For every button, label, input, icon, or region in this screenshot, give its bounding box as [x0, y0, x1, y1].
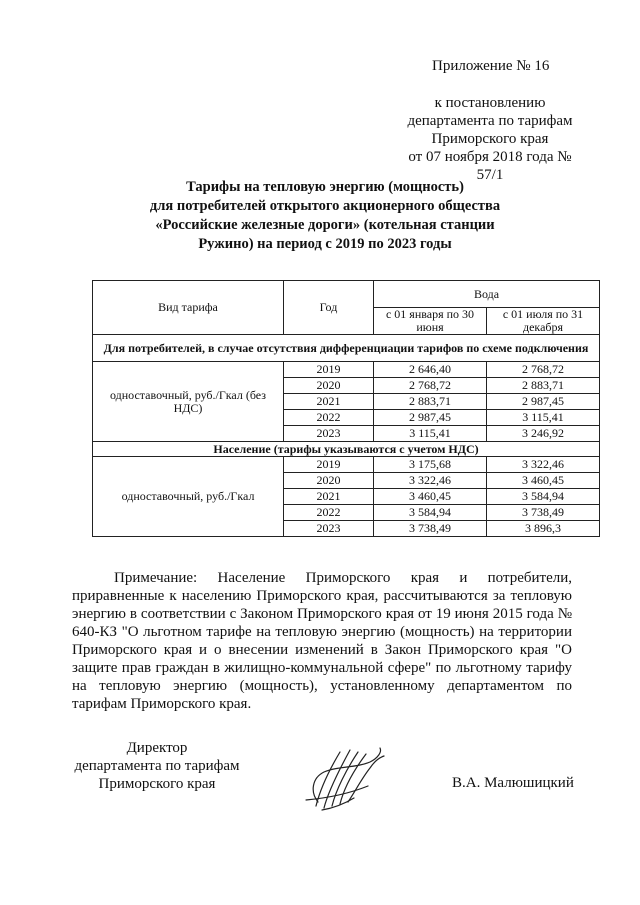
value-h1: 3 584,94 — [374, 505, 487, 521]
value-h2: 2 768,72 — [487, 362, 600, 378]
tariff-table — [92, 280, 600, 537]
header-water: Вода — [374, 281, 600, 308]
value-h1: 3 115,41 — [374, 426, 487, 442]
position-line: департамента по тарифам — [74, 758, 240, 774]
value-h1: 3 738,49 — [374, 521, 487, 537]
header-tariff-type: Вид тарифа — [93, 281, 284, 335]
value-h1: 3 175,68 — [374, 457, 487, 473]
value-h1: 2 987,45 — [374, 410, 487, 426]
row-year: 2019 — [284, 457, 374, 473]
appendix-line: департамента по тарифам — [407, 113, 573, 129]
header-year: Год — [284, 281, 374, 335]
document-heading — [100, 178, 550, 254]
row-year: 2023 — [284, 521, 374, 537]
value-h2: 3 460,45 — [487, 473, 600, 489]
heading-line: «Российские железные дороги» (котельная станции — [155, 217, 495, 233]
value-h1: 2 883,71 — [374, 394, 487, 410]
value-h2: 3 896,3 — [487, 521, 600, 537]
signatory-name: В.А. Малюшицкий — [452, 775, 574, 791]
heading-line: для потребителей открытого акционерного общества — [149, 198, 501, 214]
tariff-type: одноставочный, руб./Гкал (без НДС) — [93, 362, 284, 442]
value-h2: 2 883,71 — [487, 378, 600, 394]
position-line: Приморского края — [98, 776, 216, 792]
row-year: 2023 — [284, 426, 374, 442]
appendix-line: к постановлению — [434, 95, 546, 111]
row-year: 2022 — [284, 410, 374, 426]
signatory-position — [62, 739, 252, 793]
header-period-2: с 01 июля по 31 декабря — [487, 308, 600, 335]
row-year: 2021 — [284, 489, 374, 505]
row-year: 2022 — [284, 505, 374, 521]
value-h1: 2 768,72 — [374, 378, 487, 394]
section-title: Для потребителей, в случае отсутствия дифференциации тарифов по схеме подключения — [93, 335, 600, 362]
handwritten-signature — [298, 742, 393, 812]
row-year: 2019 — [284, 362, 374, 378]
heading-line: Тарифы на тепловую энергию (мощность) — [186, 179, 464, 195]
value-h2: 2 987,45 — [487, 394, 600, 410]
appendix-line: Приморского края — [431, 131, 549, 147]
appendix-title: Приложение № 16 — [432, 58, 550, 74]
value-h2: 3 322,46 — [487, 457, 600, 473]
value-h2: 3 584,94 — [487, 489, 600, 505]
position-line: Директор — [126, 740, 188, 756]
value-h1: 2 646,40 — [374, 362, 487, 378]
value-h2: 3 115,41 — [487, 410, 600, 426]
row-year: 2020 — [284, 378, 374, 394]
heading-line: Ружино) на период с 2019 по 2023 годы — [198, 236, 452, 252]
note-paragraph: Примечание: Население Приморского края и потребители, приравненные к населению Приморского края, рассчитываются за тепловую энергию в соответствии с Законом Приморского края от 19 июня 2015 года № 640-КЗ "О льготном тарифе на тепловую энергию (мощность) на территории Приморского края и о внесении изменений в Закон Приморского края "О защите прав граждан в жилищно-коммунальной сфере" по льготному тарифу на тепловую энергию (мощность), установленному департаментом по тарифам Приморского края. — [72, 570, 572, 712]
row-year: 2021 — [284, 394, 374, 410]
value-h1: 3 322,46 — [374, 473, 487, 489]
appendix-line: от 07 ноября 2018 года № 57/1 — [408, 149, 572, 183]
value-h2: 3 246,92 — [487, 426, 600, 442]
tariff-type: одноставочный, руб./Гкал — [93, 457, 284, 537]
header-period-1: с 01 января по 30 июня — [374, 308, 487, 335]
value-h1: 3 460,45 — [374, 489, 487, 505]
row-year: 2020 — [284, 473, 374, 489]
section-title: Население (тарифы указываются с учетом НДС) — [93, 442, 600, 457]
value-h2: 3 738,49 — [487, 505, 600, 521]
